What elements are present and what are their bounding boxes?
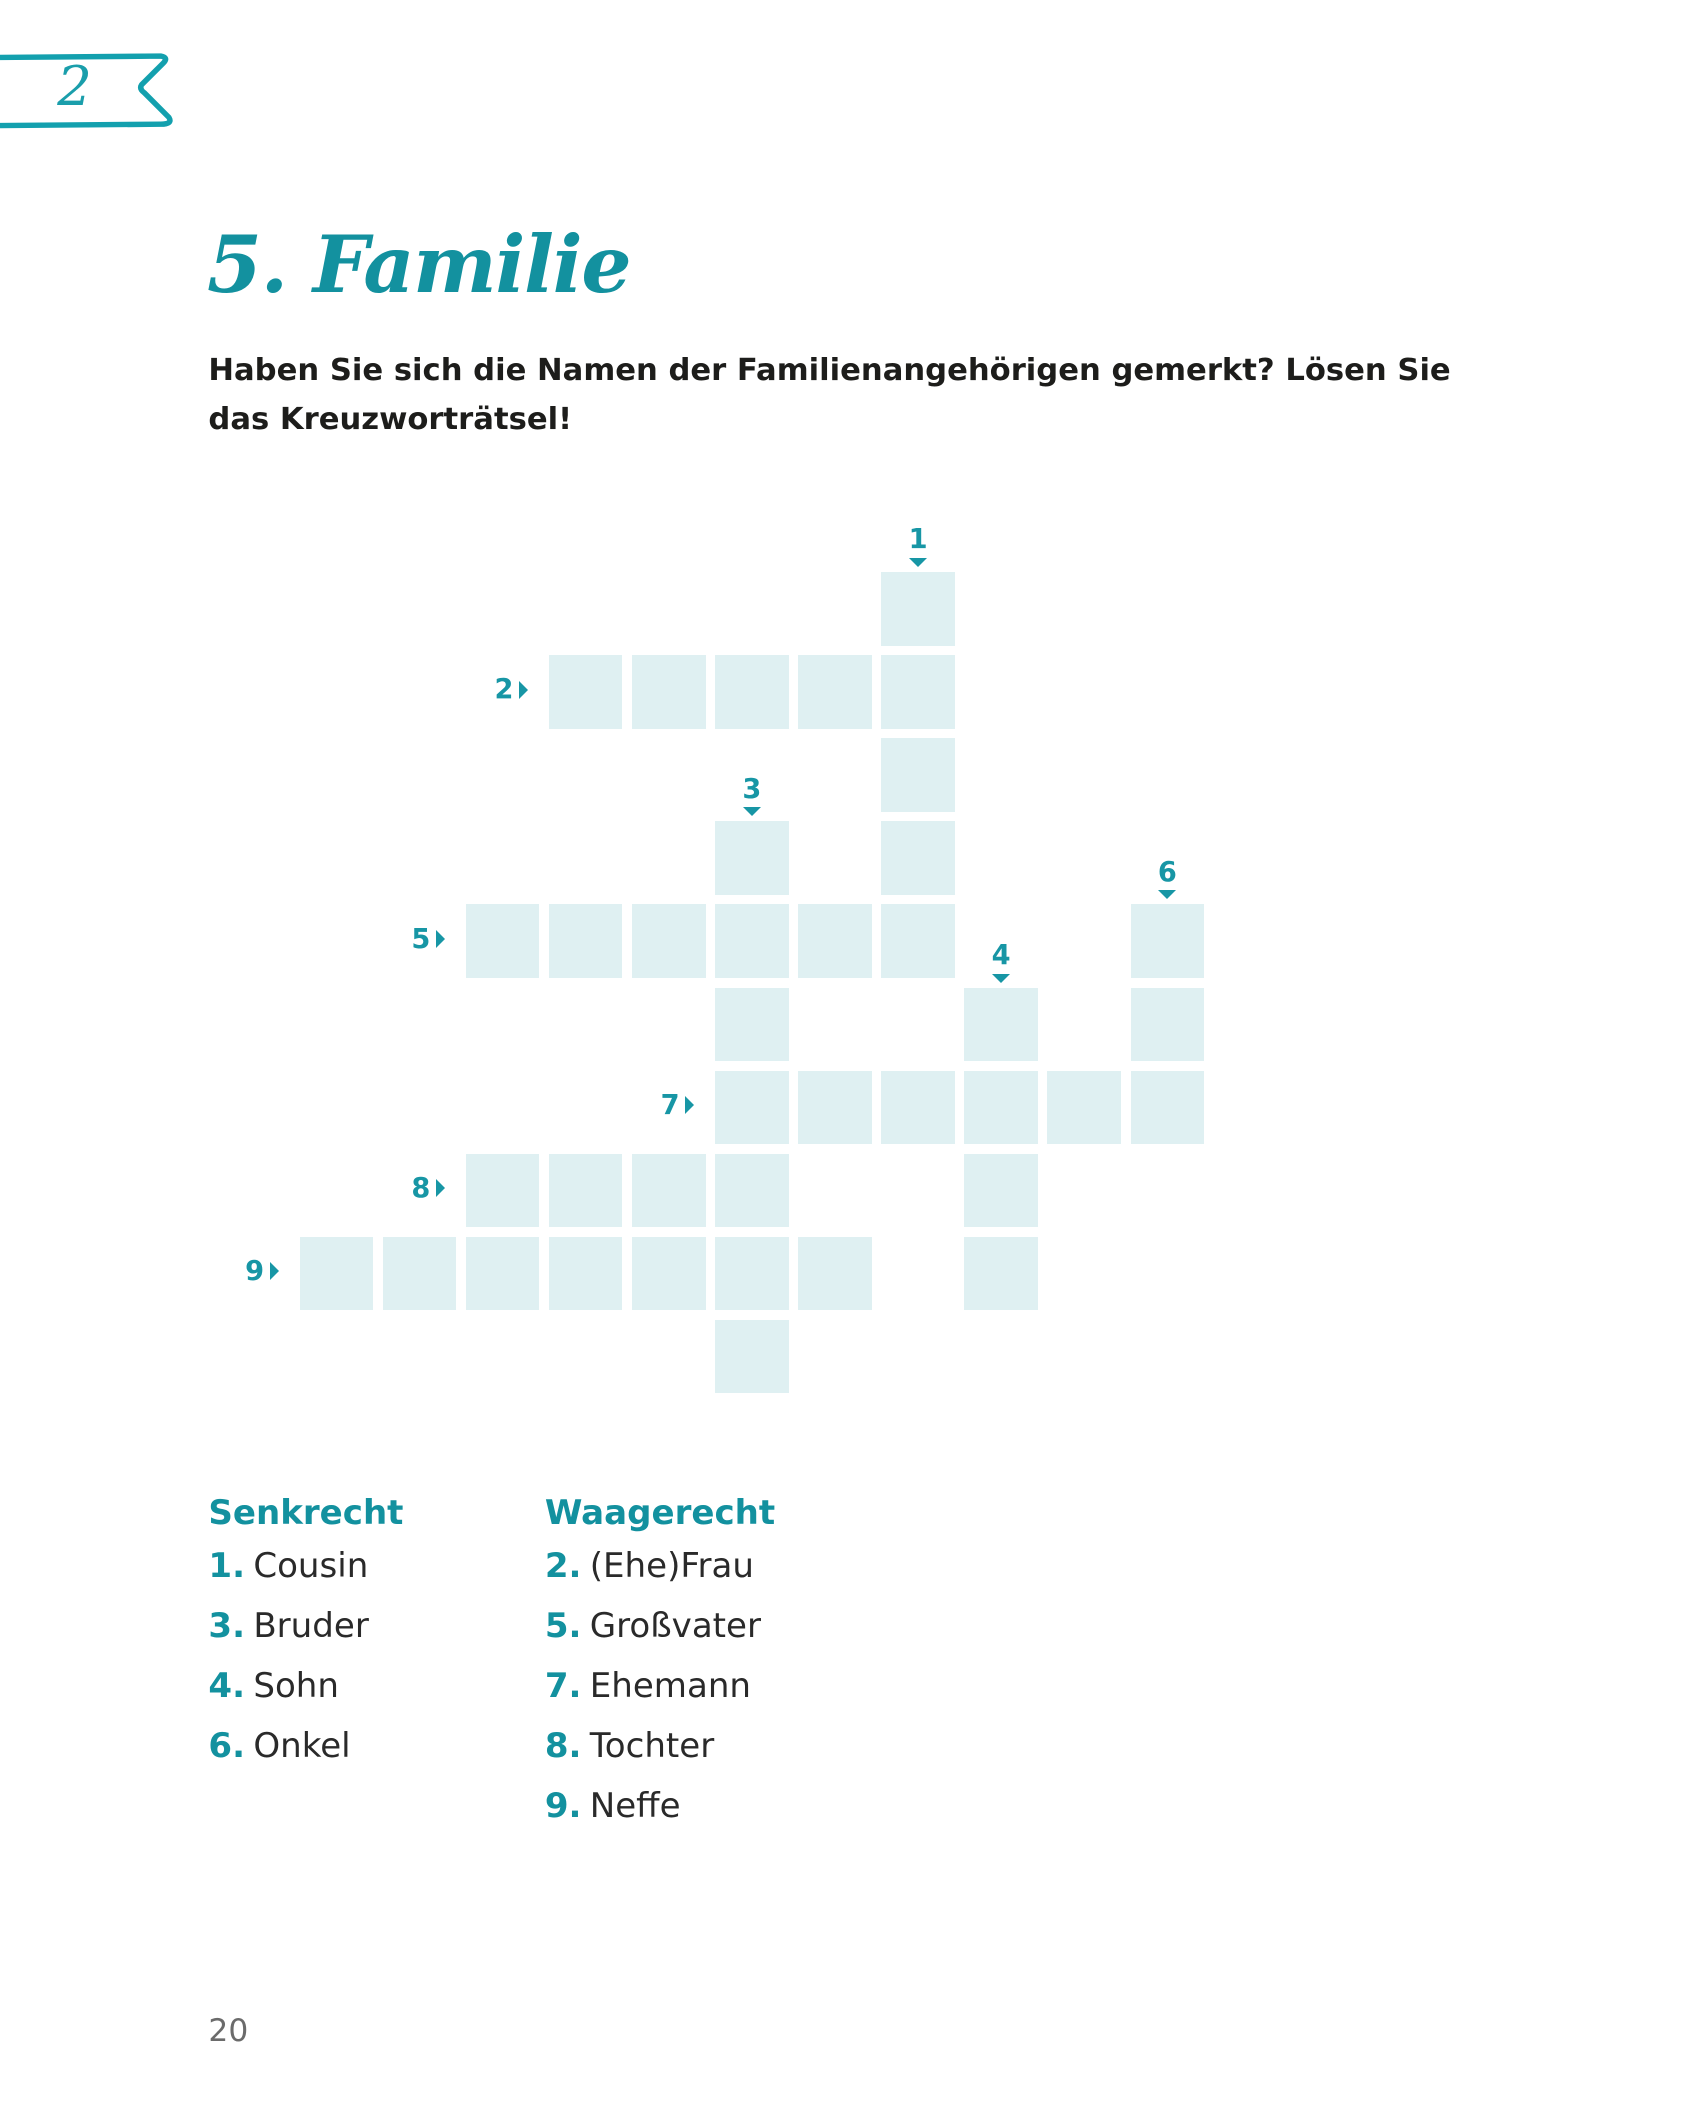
clue-text: Onkel [253,1725,351,1766]
instructions: Haben Sie sich die Namen der Familienangehörigen gemerkt? Lösen Sie das Kreuzworträtsel! [208,352,1451,437]
clue-marker-5 [411,924,444,955]
clue-number: 5. [544,1605,582,1646]
crossword-cell[interactable] [964,1154,1038,1228]
crossword-cell[interactable] [466,904,540,978]
crossword-cell[interactable] [715,904,789,978]
arrow-down-icon [743,807,761,816]
crossword-cell[interactable] [715,1320,789,1394]
clue-text: Großvater [589,1605,761,1646]
crossword-cell[interactable] [1131,904,1205,978]
crossword-cell[interactable] [549,904,623,978]
crossword-cell[interactable] [881,738,955,812]
crossword-cell[interactable] [881,821,955,895]
clue-marker-number: 1 [908,524,928,556]
clue-marker-1 [881,524,955,567]
crossword-cell[interactable] [300,1237,374,1311]
clue-marker-number: 6 [1157,856,1177,888]
arrow-right-icon [270,1262,279,1280]
crossword-cell[interactable] [549,655,623,729]
page-title: 5. Familie [207,217,631,311]
clues-down-heading: Senkrecht [208,1492,404,1533]
clue-item [545,1661,775,1721]
clue-item [545,1781,775,1841]
crossword-cell[interactable] [881,572,955,646]
clue-marker-6 [1131,857,1205,900]
crossword-cell[interactable] [632,1154,706,1228]
clue-number: 3. [208,1605,246,1646]
page-number: 20 [208,2013,249,2050]
crossword-cell[interactable] [549,1154,623,1228]
crossword-cell[interactable] [466,1154,540,1228]
crossword-cell[interactable] [881,904,955,978]
crossword-cell[interactable] [632,655,706,729]
crossword-cell[interactable] [964,988,1038,1062]
clue-marker-number: 8 [411,1172,431,1204]
clue-marker-8 [411,1173,444,1204]
crossword-cell[interactable] [881,655,955,729]
arrow-down-icon [1158,890,1176,899]
clues-down [208,1493,403,1781]
crossword-cell[interactable] [715,1071,789,1145]
crossword-cell[interactable] [1047,1071,1121,1145]
clue-item [545,1541,775,1601]
clue-item [208,1601,403,1661]
clue-item [208,1541,403,1601]
clue-item [545,1601,775,1661]
crossword-cell[interactable] [715,655,789,729]
clue-marker-4 [964,940,1038,983]
crossword-cell[interactable] [1131,988,1205,1062]
clue-number: 7. [544,1665,582,1706]
crossword-cell[interactable] [715,988,789,1062]
clue-marker-number: 5 [411,923,431,955]
clue-number: 8. [544,1725,582,1766]
arrow-down-icon [909,558,927,567]
crossword-cell[interactable] [383,1237,457,1311]
clue-number: 4. [208,1665,246,1706]
clue-number: 1. [208,1546,246,1587]
clue-marker-3 [715,774,789,817]
clue-marker-number: 9 [245,1255,265,1287]
clue-marker-7 [661,1090,694,1121]
crossword-cell[interactable] [715,1237,789,1311]
crossword-cell[interactable] [549,1237,623,1311]
crossword-cell[interactable] [798,1071,872,1145]
clue-number: 9. [544,1785,582,1826]
clue-item [208,1661,403,1721]
clue-text: Tochter [589,1725,715,1766]
crossword-cell[interactable] [798,655,872,729]
clue-text: Neffe [589,1785,681,1826]
clues-across-heading: Waagerecht [544,1492,776,1533]
clue-text: Ehemann [589,1665,751,1706]
arrow-right-icon [519,681,528,699]
clue-text: (Ehe)Frau [589,1546,754,1587]
clue-text: Sohn [253,1665,339,1706]
crossword-cell[interactable] [798,904,872,978]
chapter-number: 2 [57,54,92,119]
crossword-cell[interactable] [881,1071,955,1145]
crossword-cell[interactable] [798,1237,872,1311]
clue-marker-2 [494,674,527,705]
crossword-cell[interactable] [964,1237,1038,1311]
crossword-cell[interactable] [715,1154,789,1228]
arrow-right-icon [436,1179,445,1197]
clue-number: 2. [544,1546,582,1587]
clue-text: Cousin [253,1546,369,1587]
crossword-cell[interactable] [632,904,706,978]
clues-across [545,1493,775,1841]
clue-marker-9 [245,1256,278,1287]
crossword-cell[interactable] [466,1237,540,1311]
clue-item [208,1721,403,1781]
crossword-cell[interactable] [715,821,789,895]
crossword-cell[interactable] [1131,1071,1205,1145]
arrow-right-icon [436,930,445,948]
clue-text: Bruder [253,1605,369,1646]
clue-marker-number: 4 [991,939,1011,971]
arrow-right-icon [685,1096,694,1114]
clue-marker-number: 2 [494,674,514,706]
clue-marker-number: 7 [660,1089,680,1121]
clue-item [545,1721,775,1781]
clue-number: 6. [208,1725,246,1766]
crossword-cell[interactable] [964,1071,1038,1145]
crossword-cell[interactable] [632,1237,706,1311]
arrow-down-icon [992,974,1010,983]
clue-marker-number: 3 [742,773,762,805]
